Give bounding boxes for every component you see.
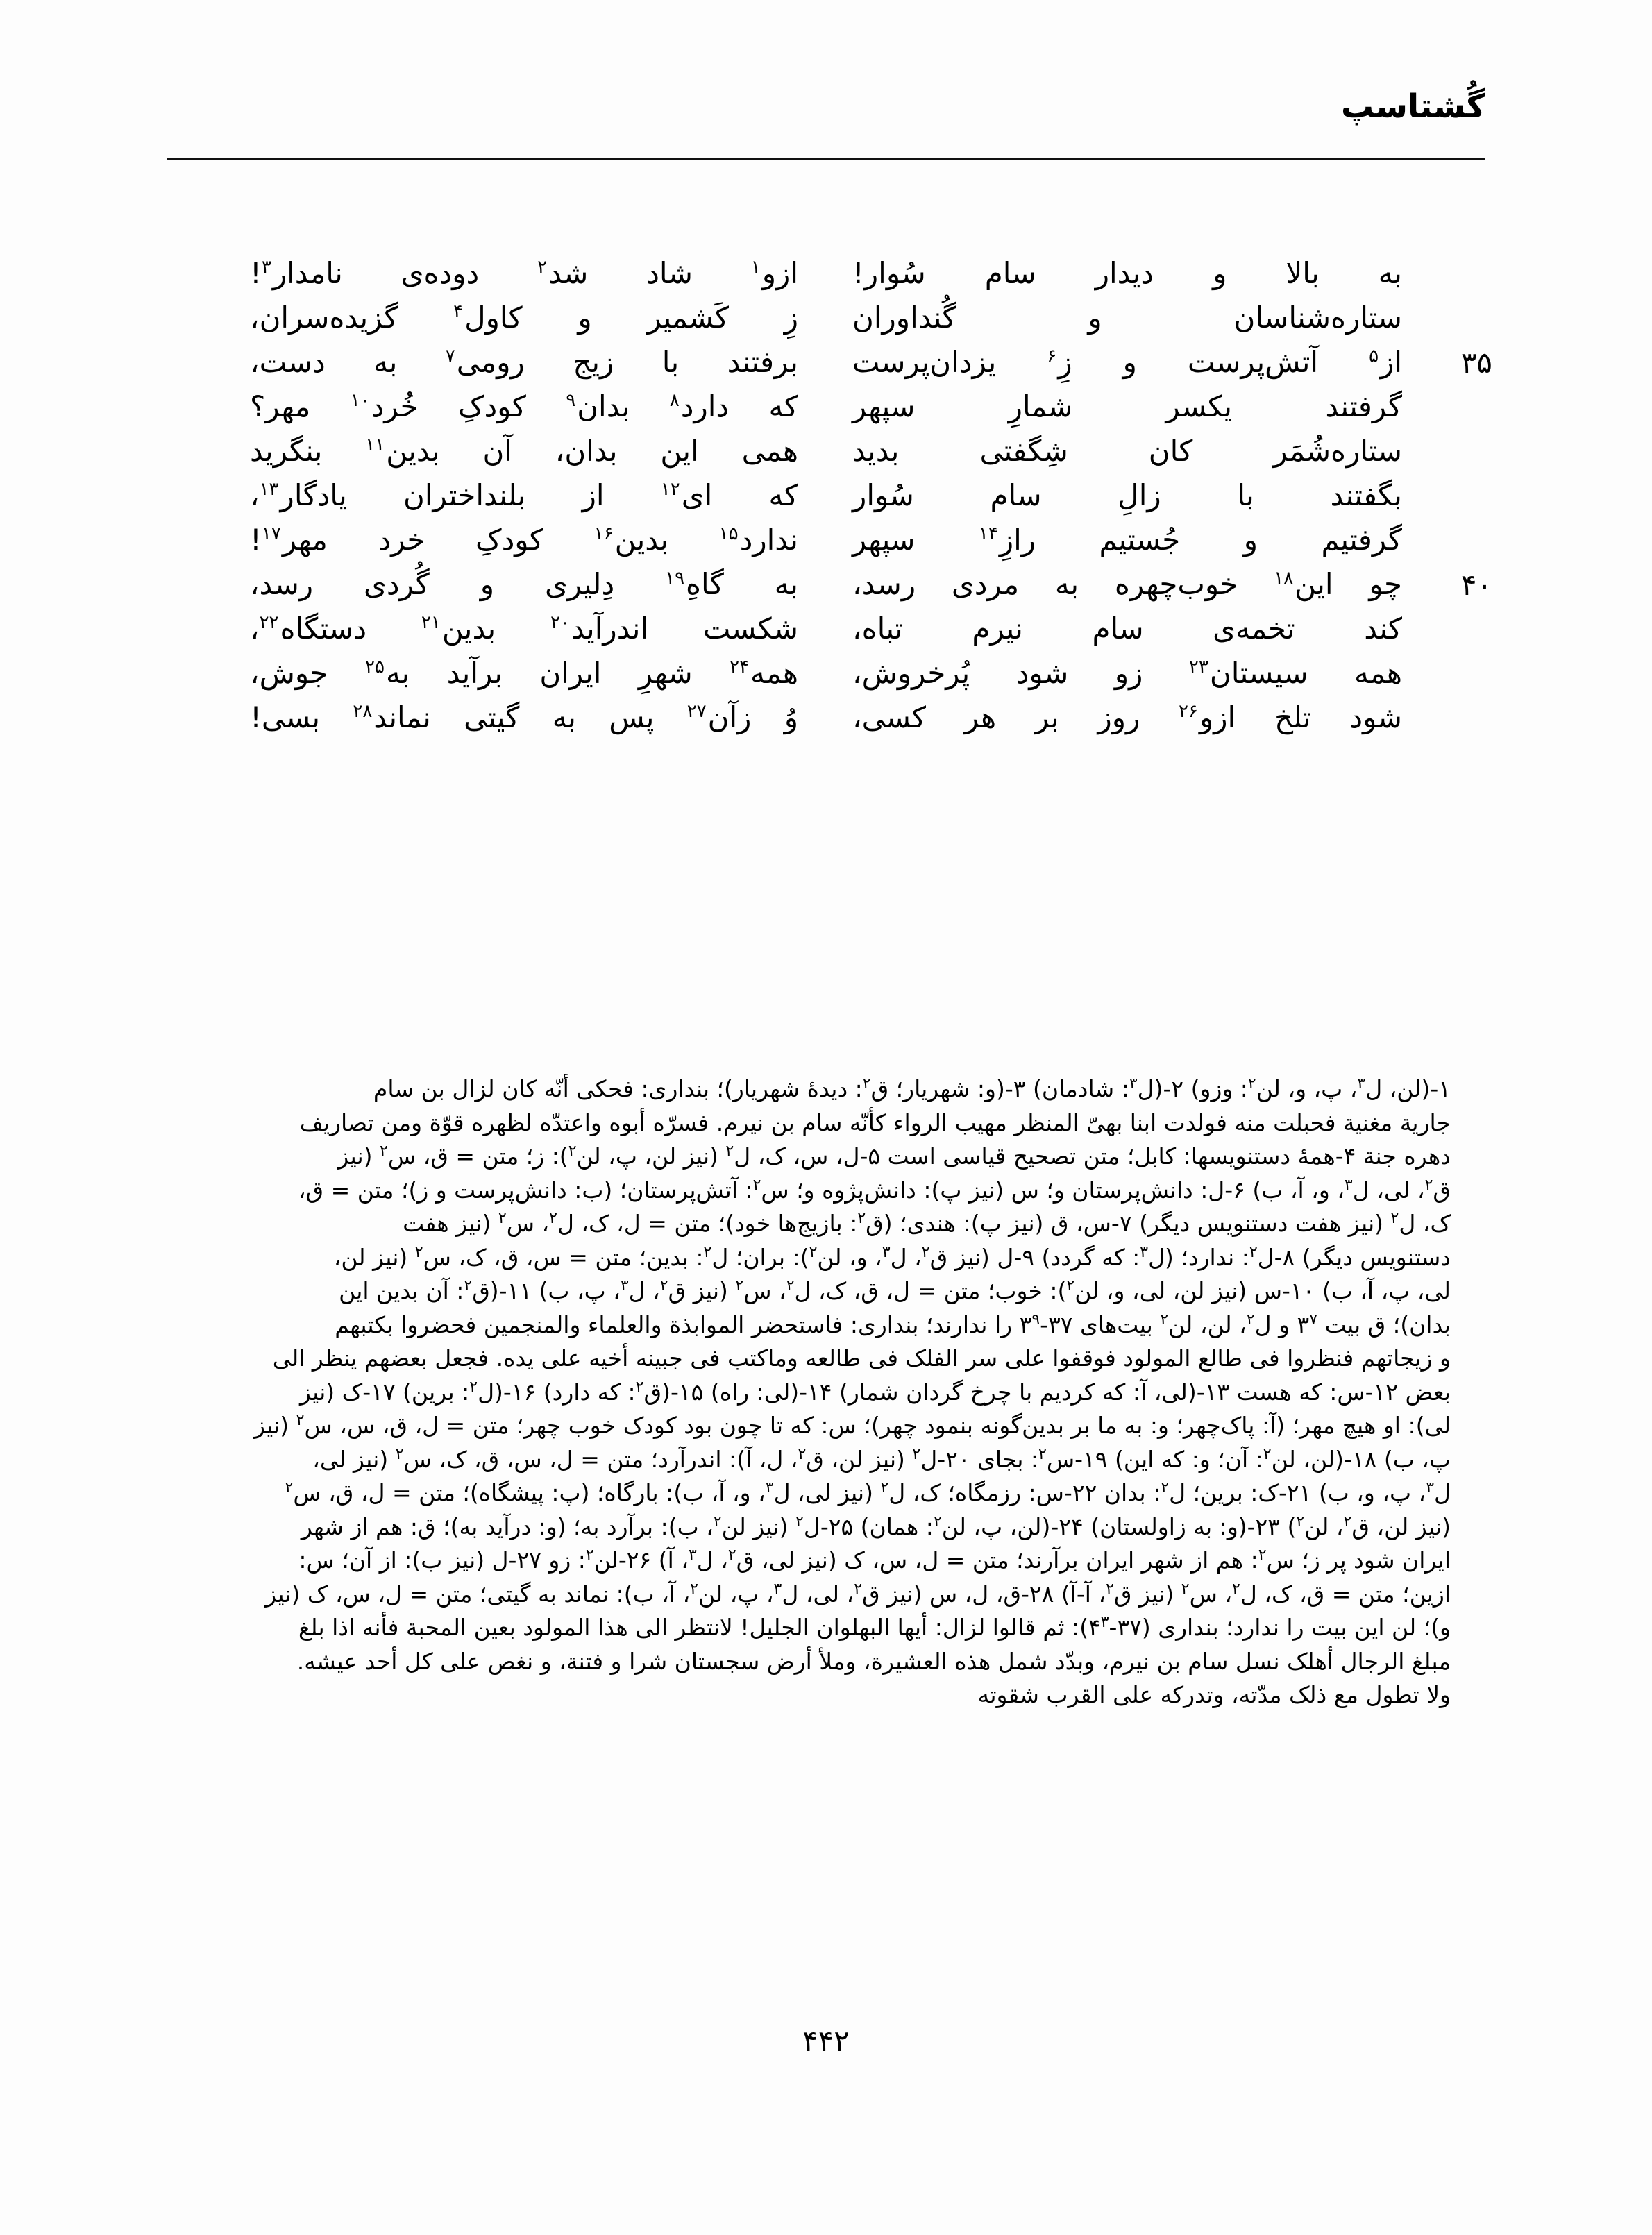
hemistich-first: شود تلخ ازو$^{۲۶}$ روز بر هر کسی،	[852, 700, 1402, 734]
verse-line	[167, 658, 1485, 702]
hemistich-second: ندارد$^{۱۵}$ بدین$^{۱۶}$ کودکِ خرد مهر$^{۱۷}$!	[250, 523, 798, 557]
apparatus-line: ولا تطول مع ذلک مدّته، وتدرکه علی القرب شقوته	[977, 1681, 1451, 1708]
apparatus-line: پ، ب) ۱۸-(لن، لن$^۲$: آن؛ و: که این) ۱۹-س$^۲$: بجای ۲۰-ل$^۲$ (نیز لن، ق$^۲$، ل، آ): اندرآرد؛ متن = ل، س، ق، ک، س$^۲$ (نیز لی،	[312, 1445, 1451, 1473]
header-divider-rule	[167, 158, 1485, 160]
hemistich-second: که ای$^{۱۲}$ از بلنداختران یادگار$^{۱۳}$،	[250, 478, 798, 512]
hemistich-second: همی این بدان، آن بدین$^{۱۱}$ بنگرید	[250, 434, 798, 468]
apparatus-line: بعض ۱۲-س: که هست ۱۳-(لی، آ: که کردیم با چرخ گردان شمار) ۱۴-(لی: راه) ۱۵-(ق$^۲$: که دارد) ۱۶-(ل$^۲$: برین) ۱۷-ک (نیز	[299, 1378, 1451, 1406]
hemistich-second: برفتند با زیج رومی$^۷$ به دست،	[250, 345, 798, 379]
apparatus-line: ایران شود پر ز؛ س$^۲$: هم از شهر ایران برآرند؛ متن = ل، س، ک (نیز لی، ق$^۲$، ل$^۳$، آ) ۲۶-لن$^۲$: زو ۲۷-ل (نیز ب): از آن؛ س:	[298, 1546, 1451, 1574]
verse-line	[167, 436, 1485, 480]
apparatus-line: دهره جنة ۴-همهٔ دستنویسها: کابل؛ متن تصحیح قیاسی است ۵-ل، س، ک، ل$^۲$ (نیز لن، پ، لن$^۲$): ز؛ متن = ق، س$^۲$ (نیز	[337, 1142, 1451, 1170]
verse-line	[167, 303, 1485, 347]
verse-number: ۴۰	[1460, 568, 1492, 602]
apparatus-line: لی، پ، آ، ب) ۱۰-س (نیز لن، لی، و، لن$^۲$): خوب؛ متن = ل، ق، ک، ل$^۲$، س$^۲$ (نیز ق$^۲$، ل$^۳$، پ، ب) ۱۱-(ق$^۲$: آن بدین این	[339, 1277, 1451, 1304]
hemistich-first: بگفتند با زالِ سام سُوار	[852, 478, 1402, 512]
apparatus-line: (نیز لن، ق$^۲$، لن$^۲$) ۲۳-(و: به زاولستان) ۲۴-(لن، پ، لن$^۲$: همان) ۲۵-ل$^۲$ (نیز لن$^۲$، ب): برآرد به؛ (و: درآید به)؛ ق: هم از شهر	[301, 1512, 1451, 1540]
apparatus-line: و)؛ لن این بیت را ندارد؛ بنداری $(۳۷-۴^۳)$: ثم قالوا لزال: أیها البهلوان الجلیل! لانتظر الی هذا المولود بعین المحبة فأنه اذا بلغ	[298, 1614, 1451, 1641]
running-head-title: گُشتاسپ	[1341, 87, 1485, 126]
hemistich-first: از$^۵$ آتش‌پرست و زِ$^۶$ یزدان‌پرست	[852, 345, 1402, 379]
apparatus-line: ل$^۳$، پ، و، ب) ۲۱-ک: برین؛ ل$^۲$: بدان ۲۲-س: رزمگاه؛ ک، ل$^۲$ (نیز لی، ل$^۳$، و، آ، ب): بارگاه؛ (پ: پیشگاه)؛ متن = ل، ق، س$^۲$	[285, 1479, 1451, 1506]
hemistich-second: به گاهِ$^{۱۹}$ دِلیری و گُردی رسد،	[250, 567, 798, 601]
verse-line	[167, 614, 1485, 658]
verse-line	[167, 480, 1485, 525]
apparatus-line: ۱-(لن، ل$^۳$، پ، و، لن$^۲$: وزو) ۲-(ل$^۳$: شادمان) ۳-(و: شهریار؛ ق$^۲$: دیدهٔ شهریار)؛ بنداری: فحکی أنّه کان لزال بن سام	[373, 1075, 1451, 1102]
verse-line	[167, 391, 1485, 436]
apparatus-line: ق$^۲$، لی، ل$^۳$، و، آ، ب) ۶-ل: دانش‌پرستان و؛ س (نیز پ): دانش‌پژوه و؛ س$^۲$: آتش‌پرستان؛ (ب: دانش‌پرست و ز)؛ متن = ق،	[298, 1176, 1451, 1204]
folio-page-number: ۴۴۲	[802, 2024, 850, 2058]
verse-line	[167, 345, 1492, 391]
page-header	[167, 87, 1485, 167]
apparatus-line: ک، ل$^۲$ (نیز هفت دستنویس دیگر) ۷-س، ق (نیز پ): هندی؛ (ق$^۲$: بازیج‌ها خود)؛ متن = ل، ک، ل$^۲$، س$^۲$ (نیز هفت	[403, 1210, 1451, 1237]
hemistich-second: زِ کَشمیر و کاول$^۴$ گزیده‌سران،	[250, 301, 798, 335]
hemistich-first: ستاره‌شُمَر کان شِگفتی بدید	[852, 434, 1402, 468]
hemistich-first: به بالا و دیدار سام سُوار!	[852, 256, 1402, 290]
hemistich-second: شکست اندرآید$^{۲۰}$ بدین$^{۲۱}$ دستگاه$^{۲۲}$،	[250, 612, 798, 646]
apparatus-line: بدان)؛ ق بیت $۳^۷$ و ل$^۲$، لن، لن$^۲$ بیت‌های $۳۷-۳^۹$ را ندارند؛ بنداری: فاستحضر الموابذة والعلماء والمنجمین فحضروا بکتبهم	[335, 1310, 1451, 1338]
apparatus-line: ازین؛ متن = ق، ک، ل$^۲$، س$^۲$ (نیز ق$^۲$، آ-آ) ۲۸-ق، ل، س (نیز ق$^۲$، لی، ل$^۳$، پ، لن$^۲$، آ، ب): نماند به گیتی؛ متن = ل، س، ک (نیز	[265, 1580, 1451, 1608]
hemistich-first: ستاره‌شناسان و گُنداوران	[852, 301, 1402, 335]
verse-number: ۳۵	[1460, 346, 1492, 380]
verse-line	[167, 258, 1485, 303]
hemistich-second: وُ زآن$^{۲۷}$ پس به گیتی نماند$^{۲۸}$ بسی!	[250, 700, 798, 734]
verse-block	[167, 256, 1492, 747]
hemistich-first: کند تخمه‌ی سام نیرم تباه،	[852, 612, 1402, 646]
verse-line	[167, 567, 1492, 614]
hemistich-first: چو این$^{۱۸}$ خوب‌چهره به مردی رسد،	[852, 567, 1402, 601]
apparatus-line: دستنویس دیگر) ۸-ل$^۲$: ندارد؛ (ل$^۳$: که گردد) ۹-ل (نیز ق$^۲$، ل$^۳$، و، لن$^۲$): بران؛ ل$^۲$: بدین؛ متن = س، ق، ک، س$^۲$ (نیز لن،	[333, 1243, 1451, 1271]
critical-apparatus	[201, 1072, 1451, 1712]
apparatus-line: و زیجاتهم فنظروا فی طالع المولود فوقفوا علی سر الفلک فی طالعه وماکتب فی جبینه أخیه علی یده. فجعل بعضهم ینظر الی	[272, 1344, 1451, 1372]
verse-line	[167, 702, 1485, 747]
hemistich-first: گرفتند یکسر شمارِ سپهر	[852, 389, 1402, 423]
hemistich-second: همه$^{۲۴}$ شهرِ ایران برآید به$^{۲۵}$ جوش،	[250, 656, 798, 690]
apparatus-line: لی): او هیچ مهر؛ (آ: پاک‌چهر؛ و: به ما بر بدین‌گونه بنمود چهر)؛ س: که تا چون بود کودک خوب چهر؛ متن = ل، ق، س، س$^۲$ (نیز	[253, 1412, 1451, 1439]
hemistich-first: گرفتیم و جُستیم رازِ$^{۱۴}$ سپهر	[852, 523, 1402, 557]
hemistich-second: که دارد$^۸$ بدان$^۹$ کودکِ خُرد$^{۱۰}$ مهر؟	[250, 389, 798, 423]
apparatus-line: جاریة مغنیة فحبلت منه فولدت ابنا بهیّ المنظر مهیب الرواء کأنّه سام بن نیرم. فسرّه أبوه واعتدّه لظهره قوّة ومن تصاریف	[299, 1108, 1451, 1136]
verse-line	[167, 525, 1485, 569]
apparatus-line: مبلغ الرجال أهلک نسل سام بن نیرم، وبدّد شمل هذه العشیرة، وملأ أرض سجستان شرا و فتنة، و نغص علی کل أحد عیشه.	[296, 1647, 1451, 1675]
hemistich-first: همه سیستان$^{۲۳}$ زو شود پُرخروش،	[852, 656, 1402, 690]
hemistich-second: ازو$^۱$ شاد شد$^۲$ دوده‌ی نامدار$^۳$!	[250, 256, 798, 290]
